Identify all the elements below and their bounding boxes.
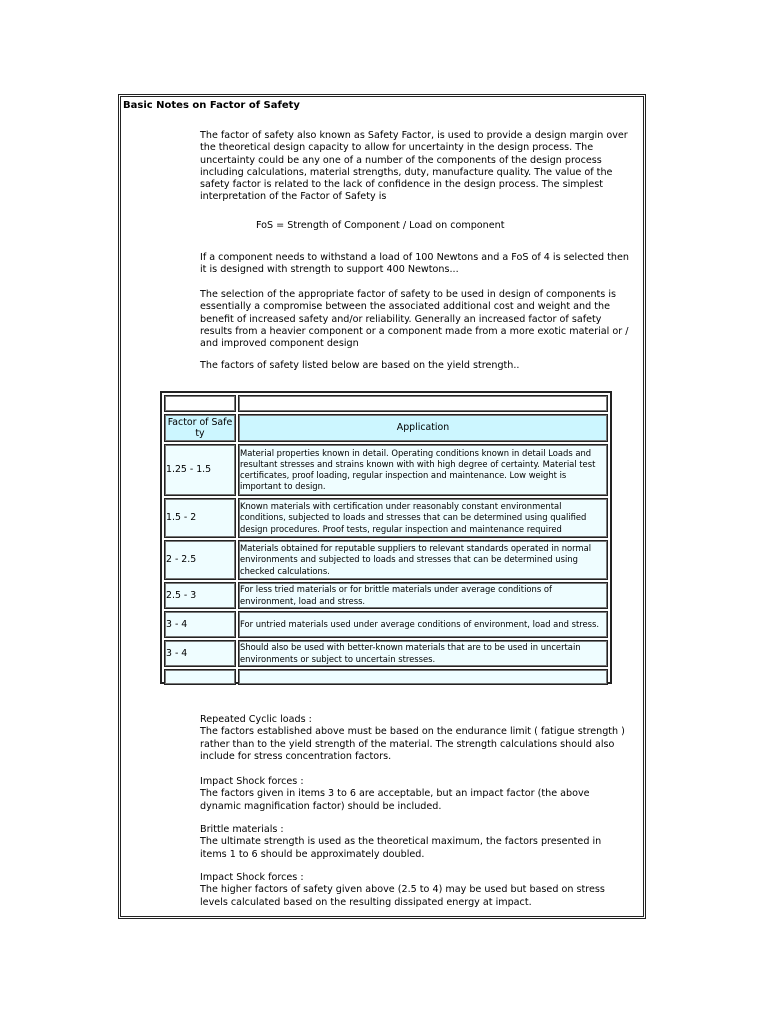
intro-line: safety factor is related to the lack of confidence in the design process. The simplest (200, 179, 604, 191)
table-cell (238, 669, 608, 685)
fos-formula: FoS = Strength of Component / Load on component (256, 220, 505, 231)
application-text: Materials obtained for reputable suppliers to relevant standards operated in normal environments and subjected to loads and stresses that can be determined using checked calculations. (238, 540, 608, 580)
selection-paragraph (200, 289, 652, 350)
header-fos: Factor of Safe ty (164, 414, 236, 442)
fos-value: 2 - 2.5 (164, 540, 236, 580)
note-impact-shock-2 (200, 872, 652, 909)
selection-line: and improved component design (200, 338, 359, 350)
application-text: For untried materials used under average conditions of environment, load and stress. (238, 611, 608, 638)
table-row (164, 611, 608, 638)
table-cell (238, 395, 608, 412)
table-header-row (164, 414, 608, 442)
example-paragraph (200, 252, 652, 277)
note-heading: Brittle materials : (200, 824, 284, 835)
intro-paragraph (200, 130, 652, 204)
example-line: it is designed with strength to support 400 Newtons... (200, 264, 459, 276)
application-text: For less tried materials or for brittle materials under average conditions of environment, load and stress. (238, 582, 608, 609)
document-title: Basic Notes on Factor of Safety (123, 100, 300, 111)
table-row-empty-bottom (164, 669, 608, 685)
note-line: include for stress concentration factors. (200, 750, 392, 762)
table-row (164, 498, 608, 538)
selection-line: results from a heavier component or a component made from a more exotic material or / (200, 325, 629, 337)
application-text: Material properties known in detail. Operating conditions known in detail Loads and resultant stresses and strains known with with high degree of certainty. Material test certificates, proof loading, regular inspection and maintenance. Low weight is important to design. (238, 444, 608, 496)
note-line: The ultimate strength is used as the theoretical maximum, the factors presented in (200, 836, 602, 848)
table-cell (164, 395, 236, 412)
fos-value: 1.25 - 1.5 (164, 444, 236, 496)
intro-line: The factor of safety also known as Safety Factor, is used to provide a design margin over (200, 130, 628, 141)
note-line: levels calculated based on the resulting dissipated energy at impact. (200, 896, 532, 908)
note-line: The factors established above must be based on the endurance limit ( fatigue strength ) (200, 726, 625, 738)
table-row (164, 640, 608, 667)
note-line: dynamic magnification factor) should be included. (200, 800, 442, 812)
note-heading: Repeated Cyclic loads : (200, 714, 312, 725)
example-line: If a component needs to withstand a load of 100 Newtons and a FoS of 4 is selected then (200, 252, 629, 263)
fos-value: 1.5 - 2 (164, 498, 236, 538)
table-intro: The factors of safety listed below are based on the yield strength.. (200, 360, 520, 371)
note-heading: Impact Shock forces : (200, 776, 304, 787)
note-line: The factors given in items 3 to 6 are acceptable, but an impact factor (the above (200, 788, 590, 800)
fos-table-frame (160, 391, 612, 684)
table-row-empty-top (164, 395, 608, 412)
selection-line: essentially a compromise between the associated additional cost and weight and the (200, 301, 611, 313)
document-sheet (118, 94, 646, 919)
selection-line: benefit of increased safety and/or reliability. Generally an increased factor of safety (200, 313, 602, 325)
intro-line: the theoretical design capacity to allow for uncertainty in the design process. The (200, 142, 594, 154)
note-heading: Impact Shock forces : (200, 872, 304, 883)
note-impact-shock-1 (200, 776, 652, 813)
note-line: The higher factors of safety given above (2.5 to 4) may be used but based on stress (200, 884, 605, 896)
table-row (164, 540, 608, 580)
table-row (164, 444, 608, 496)
note-line: items 1 to 6 should be approximately doubled. (200, 848, 425, 860)
note-brittle-materials (200, 824, 652, 861)
fos-value: 3 - 4 (164, 640, 236, 667)
application-text: Should also be used with better-known materials that are to be used in uncertain environments or subject to uncertain stresses. (238, 640, 608, 667)
table-cell (164, 669, 236, 685)
selection-line: The selection of the appropriate factor of safety to be used in design of components is (200, 289, 617, 300)
application-text: Known materials with certification under reasonably constant environmental conditions, subjected to loads and stresses that can be determined using qualified design procedures. Proof tests, regular inspection and maintenance required (238, 498, 608, 538)
fos-value: 2.5 - 3 (164, 582, 236, 609)
intro-line: uncertainty could be any one of a number of the components of the design process (200, 154, 602, 166)
fos-table (162, 393, 610, 687)
header-application: Application (238, 414, 608, 442)
table-row (164, 582, 608, 609)
intro-line: interpretation of the Factor of Safety is (200, 191, 387, 203)
note-line: rather than to the yield strength of the material. The strength calculations should also (200, 738, 615, 750)
fos-value: 3 - 4 (164, 611, 236, 638)
note-cyclic-loads (200, 714, 652, 763)
intro-line: including calculations, material strengths, duty, manufacture quality. The value of the (200, 166, 613, 178)
